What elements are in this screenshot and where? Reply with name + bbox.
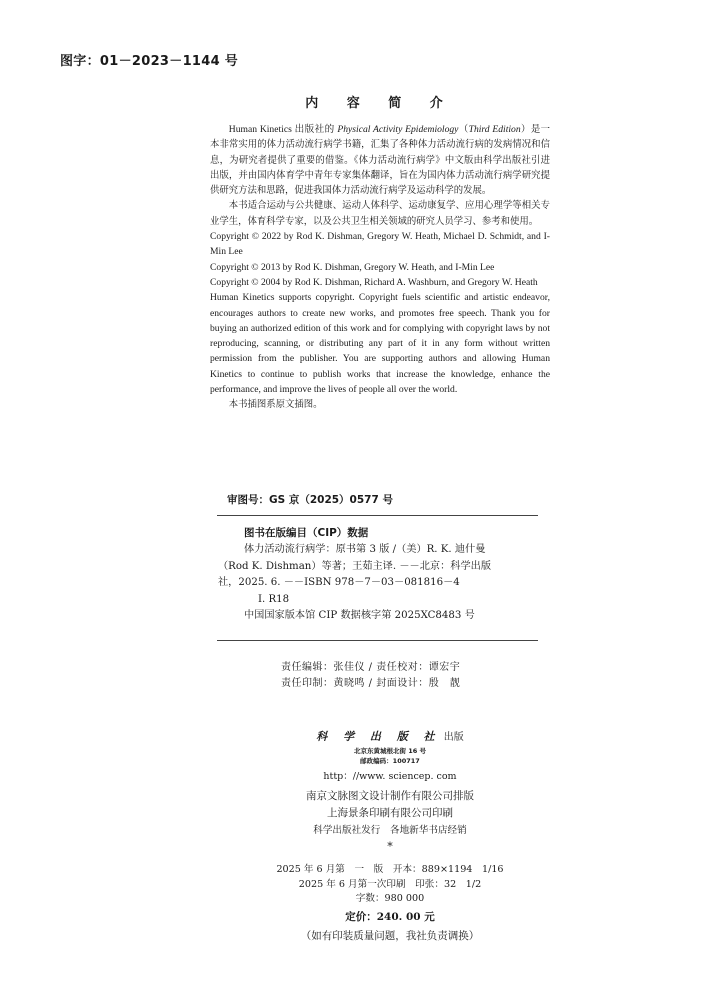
- summary-text: ）是一本非常实用的体力活动流行病学书籍，汇集了各种体力活动流行病的发病情况和信息，为研究者提供了重要的借鉴。《体力活动流行病学》中文版由科学出版社引进出版，并由国内体育学中青年专家集体翻译，旨在为国内体力活动流行病学研究提供研究方法和思路，促进我国体力活动流行病学及运动科学的发展。: [210, 124, 550, 197]
- publisher-address: 北京东黄城根北街 16 号: [353, 747, 427, 755]
- cip-record-number: 中国国家版本馆 CIP 数据核字第 2025XC8483 号: [244, 610, 475, 621]
- cip-title: 图书在版编目（CIP）数据: [244, 527, 369, 539]
- summary-title: 内 容 简 介: [305, 96, 455, 111]
- map-review-number: 审图号：GS 京（2025）0577 号: [227, 494, 393, 506]
- typesetter: 南京文脉图文设计制作有限公司排版: [306, 790, 474, 802]
- copyright-2022: Copyright © 2022 by Rod K. Dishman, Gregory W. Heath, Michael D. Schmidt, and I-Min Lee: [210, 231, 550, 258]
- summary-section: [210, 122, 550, 413]
- publisher-postcode: 邮政编码：100717: [360, 757, 420, 765]
- divider-bottom: [217, 640, 538, 641]
- illustration-note: 本书插图系原文插图。: [228, 399, 323, 411]
- staff-credits: [281, 660, 460, 692]
- edition-english: Third Edition: [468, 124, 521, 135]
- production-block: [230, 788, 550, 839]
- price: 定价：240. 00 元: [345, 911, 435, 923]
- publisher-url: http：//www. sciencep. com: [323, 771, 457, 782]
- summary-paragraph-1: [210, 122, 550, 198]
- cip-line: 体力活动流行病学：原书第 3 版 /（美）R. K. 迪什曼: [244, 544, 486, 555]
- publisher-line: [230, 728, 550, 744]
- book-title-english: Physical Activity Epidemiology: [337, 124, 459, 135]
- quality-note: （如有印装质量问题，我社负责调换）: [300, 930, 480, 942]
- publisher-suffix: 出版: [443, 732, 464, 743]
- publisher-logo: 科 学 出 版 社: [316, 730, 441, 743]
- copyright-2013: Copyright © 2013 by Rod K. Dishman, Gregory W. Heath, and I-Min Lee: [210, 261, 495, 273]
- registration-number: 图字：01－2023－1144 号: [60, 54, 239, 69]
- cip-classification: Ⅰ. R18: [258, 593, 290, 605]
- printer: 上海景条印刷有限公司印刷: [327, 807, 453, 819]
- edition-info: [230, 863, 550, 907]
- cip-line: （Rod K. Dishman）等著；王茹主译. －－北京：科学出版: [218, 560, 492, 572]
- hk-copyright-statement: Human Kinetics supports copyright. Copyright fuels scientific and artistic endeavor, encourages authors to create new works, and promotes free speech. Thank you for buying an authorized edition of this work and for complying with copyright laws by not reproducing, scanning, or distributing any part of it in any form without written permission from the publisher. You are supporting authors and allowing Human Kinetics to continue to publish works that increase the knowledge, enhance the performance, and improve the lives of people all over the world.: [210, 292, 550, 396]
- separator-star: *: [387, 840, 393, 853]
- printing-line: 2025 年 6 月第一次印刷 印张：32 1/2: [298, 878, 482, 890]
- staff-line: 责任印制：黄晓鸣 / 封面设计：殷 靓: [281, 678, 461, 689]
- copyright-2004: Copyright © 2004 by Rod K. Dishman, Richard A. Washburn, and Gregory W. Heath: [210, 276, 538, 288]
- summary-paragraph-2: 本书适合运动与公共健康、运动人体科学、运动康复学、应用心理学等相关专业学生，体育科学专家，以及公共卫生相关领域的研究人员学习、参考和使用。: [210, 200, 550, 227]
- word-count: 字数：980 000: [355, 893, 425, 904]
- distributor: 科学出版社发行 各地新华书店经销: [313, 825, 467, 836]
- edition-line: 2025 年 6 月第 一 版 开本：889×1194 1/16: [276, 864, 504, 875]
- summary-text: Human Kinetics 出版社的: [228, 124, 338, 135]
- cip-line: 社，2025. 6. －－ISBN 978－7－03－081816－4: [218, 577, 460, 588]
- divider-top: [217, 515, 538, 516]
- summary-text: （: [458, 124, 469, 135]
- cip-block: [218, 542, 534, 625]
- publisher-address-block: [230, 746, 550, 766]
- staff-line: 责任编辑：张佳仪 / 责任校对：谭宏宇: [281, 662, 461, 673]
